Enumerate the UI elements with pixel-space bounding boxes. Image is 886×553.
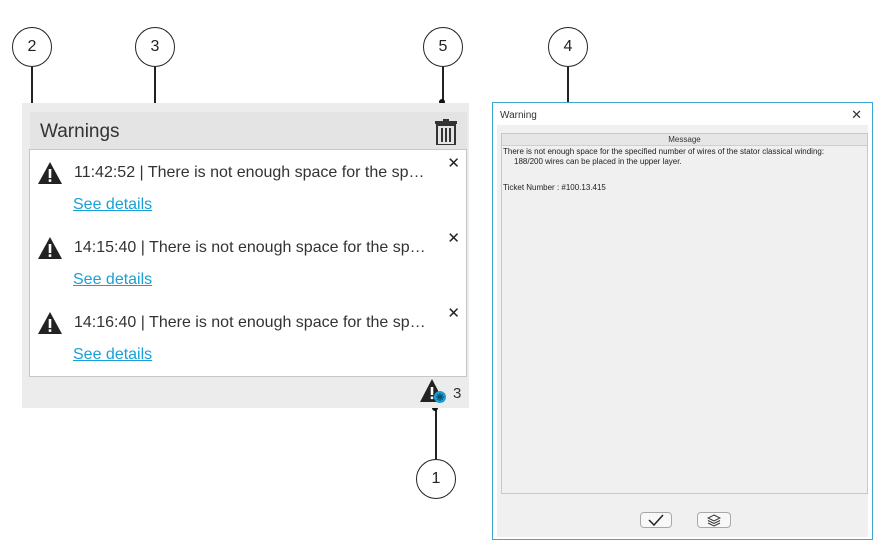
warnings-panel: [22, 103, 469, 408]
warning-counter-icon[interactable]: [420, 378, 448, 404]
warnings-title: Warnings: [40, 121, 120, 142]
dialog-title: Warning: [500, 110, 537, 121]
callout-1-leader: [435, 410, 437, 459]
close-icon[interactable]: ✕: [447, 230, 460, 247]
warning-item: [30, 152, 466, 226]
warning-icon: [38, 162, 62, 184]
warning-icon: [38, 237, 62, 259]
callout-2-label: 2: [27, 38, 37, 55]
message-text-line-1: There is not enough space for the specified number of wires of the stator classical winding:: [503, 147, 825, 156]
callout-1: [416, 459, 456, 499]
message-text-line-2: 188/200 wires can be placed in the upper layer.: [514, 157, 682, 166]
callout-5-leader: [442, 67, 444, 102]
see-details-link[interactable]: See details: [73, 271, 153, 288]
trash-icon[interactable]: [435, 119, 457, 145]
callout-2: [12, 27, 52, 67]
confirm-check-icon: [648, 514, 664, 526]
dialog-body: [497, 125, 868, 537]
warning-dialog: [492, 102, 873, 540]
layers-button[interactable]: [697, 512, 731, 528]
warning-item: [30, 227, 466, 301]
message-box: [501, 133, 868, 494]
see-details-link[interactable]: See details: [73, 346, 153, 363]
close-icon[interactable]: ✕: [447, 305, 460, 322]
callout-1-label: 1: [431, 470, 441, 487]
warnings-header: [30, 112, 467, 150]
close-icon[interactable]: ✕: [447, 155, 460, 172]
see-details-link[interactable]: See details: [73, 196, 153, 213]
warning-text: 11:42:52 | There is not enough space for the sp…: [74, 164, 425, 181]
callout-3-label: 3: [150, 38, 160, 55]
warning-count: 3: [453, 385, 462, 402]
layers-icon: [707, 514, 721, 527]
callout-3: [135, 27, 175, 67]
message-column-header: Message: [502, 134, 867, 146]
callout-4-label: 4: [563, 38, 573, 55]
warning-text: 14:15:40 | There is not enough space for the sp…: [74, 239, 426, 256]
callout-5: [423, 27, 463, 67]
callout-5-label: 5: [438, 38, 448, 55]
warning-text: 14:16:40 | There is not enough space for the sp…: [74, 314, 426, 331]
warnings-list: [29, 149, 467, 377]
dialog-close-icon[interactable]: ✕: [851, 107, 862, 122]
confirm-button[interactable]: [640, 512, 672, 528]
callout-4: [548, 27, 588, 67]
warning-item: [30, 302, 466, 376]
warning-icon: [38, 312, 62, 334]
ticket-number: Ticket Number : #100.13.415: [503, 183, 606, 192]
